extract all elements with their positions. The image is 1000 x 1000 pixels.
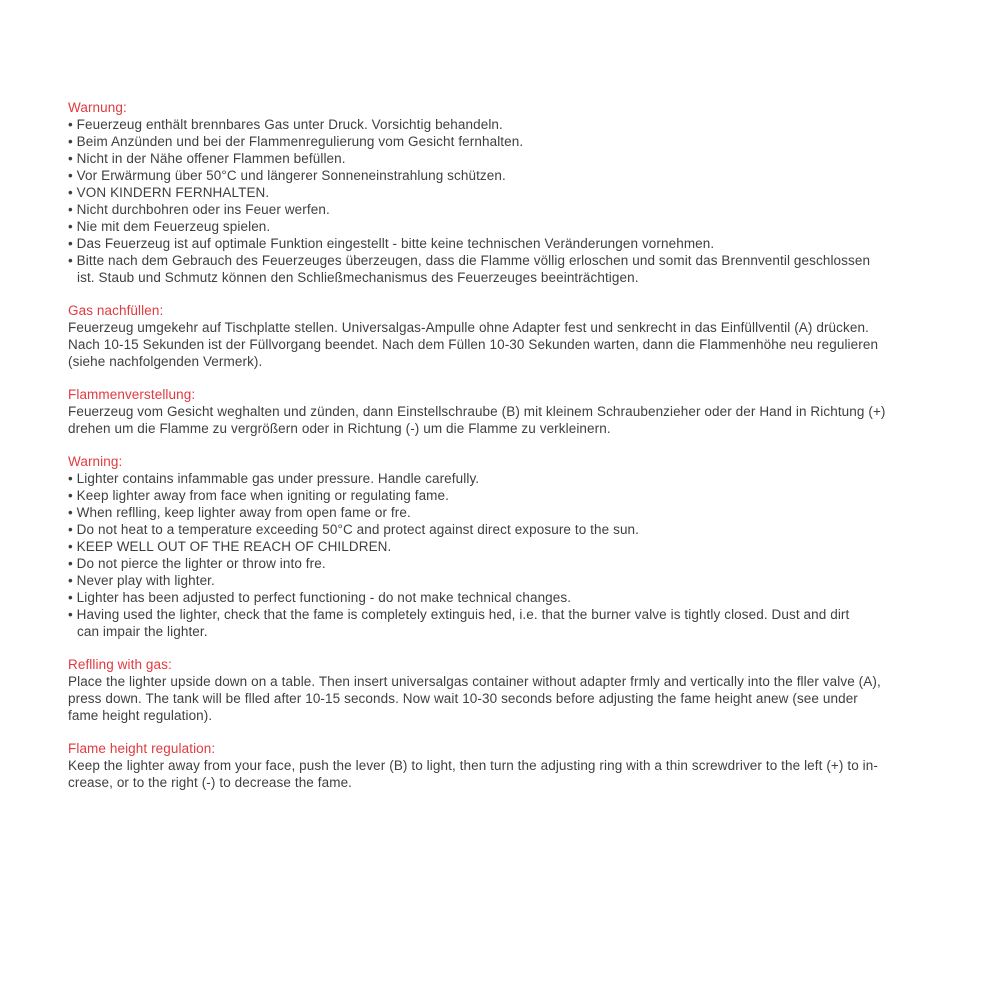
text-line: • VON KINDERN FERNHALTEN. bbox=[68, 185, 270, 200]
text-line: • Keep lighter away from face when igniting or regulating fame. bbox=[68, 488, 449, 503]
text-line: Feuerzeug vom Gesicht weghalten und zünden, dann Einstellschraube (B) mit kleinem Schraubenzieher oder der Hand in Richtung (+) bbox=[68, 404, 886, 419]
text-line: • Do not heat to a temperature exceeding 50°C and protect against direct exposure to the sun. bbox=[68, 522, 640, 537]
text-line: • Lighter contains infammable gas under pressure. Handle carefully. bbox=[68, 471, 480, 486]
instruction-text-block bbox=[68, 99, 928, 807]
text-line: crease, or to the right (-) to decrease the fame. bbox=[68, 775, 353, 790]
text-line: • When reflling, keep lighter away from open fame or fre. bbox=[68, 505, 411, 520]
text-line: • Never play with lighter. bbox=[68, 573, 215, 588]
text-line: can impair the lighter. bbox=[77, 624, 208, 639]
text-line: Place the lighter upside down on a table. Then insert universalgas container without adapter frmly and vertically into the fller valve (A), bbox=[68, 674, 881, 689]
section-heading: Flame height regulation: bbox=[68, 741, 216, 756]
section-heading: Warnung: bbox=[68, 100, 127, 115]
section-gas-nachfuellen bbox=[68, 302, 928, 370]
text-line: • Do not pierce the lighter or throw into fre. bbox=[68, 556, 326, 571]
text-line: Feuerzeug umgekehr auf Tischplatte stellen. Universalgas-Ampulle ohne Adapter fest und senkrecht in das Einfüllventil (A) drücken. bbox=[68, 320, 869, 335]
text-line: press down. The tank will be flled after 10-15 seconds. Now wait 10-30 seconds before adjusting the fame height anew (see under bbox=[68, 691, 858, 706]
section-flammenverstellung bbox=[68, 386, 928, 437]
section-heading: Reflling with gas: bbox=[68, 657, 172, 672]
text-line: Nach 10-15 Sekunden ist der Füllvorgang beendet. Nach dem Füllen 10-30 Sekunden warten, dann die Flammenhöhe neu regulieren bbox=[68, 337, 879, 352]
section-heading: Flammenverstellung: bbox=[68, 387, 196, 402]
section-refilling-with-gas bbox=[68, 656, 928, 724]
section-heading: Gas nachfüllen: bbox=[68, 303, 164, 318]
text-line: • Bitte nach dem Gebrauch des Feuerzeuges überzeugen, dass die Flamme völlig erloschen und somit das Brennventil geschlossen bbox=[68, 253, 871, 268]
text-line: drehen um die Flamme zu vergrößern oder in Richtung (-) um die Flamme zu verkleinern. bbox=[68, 421, 611, 436]
text-line: • Nie mit dem Feuerzeug spielen. bbox=[68, 219, 271, 234]
text-line: • Lighter has been adjusted to perfect functioning - do not make technical changes. bbox=[68, 590, 572, 605]
text-line: • Beim Anzünden und bei der Flammenregulierung vom Gesicht fernhalten. bbox=[68, 134, 524, 149]
text-line: ist. Staub und Schmutz können den Schließmechanismus des Feuerzeuges beeinträchtigen. bbox=[77, 270, 639, 285]
text-line: • Feuerzeug enthält brennbares Gas unter Druck. Vorsichtig behandeln. bbox=[68, 117, 503, 132]
section-warnung-de bbox=[68, 99, 928, 286]
section-warning-en bbox=[68, 453, 928, 640]
text-line: fame height regulation). bbox=[68, 708, 213, 723]
section-flame-height-regulation bbox=[68, 740, 928, 791]
text-line: • Vor Erwärmung über 50°C und längerer Sonneneinstrahlung schützen. bbox=[68, 168, 506, 183]
text-line: (siehe nachfolgenden Vermerk). bbox=[68, 354, 263, 369]
text-line: • Having used the lighter, check that the fame is completely extinguis hed, i.e. that the burner valve is tightly closed. Dust and dirt bbox=[68, 607, 850, 622]
section-heading: Warning: bbox=[68, 454, 123, 469]
text-line: • Nicht durchbohren oder ins Feuer werfen. bbox=[68, 202, 330, 217]
text-line: • Das Feuerzeug ist auf optimale Funktion eingestellt - bitte keine technischen Veränderungen vornehmen. bbox=[68, 236, 715, 251]
text-line: Keep the lighter away from your face, push the lever (B) to light, then turn the adjusting ring with a thin screwdriver to the left (+) to in- bbox=[68, 758, 878, 773]
text-line: • KEEP WELL OUT OF THE REACH OF CHILDREN. bbox=[68, 539, 392, 554]
text-line: • Nicht in der Nähe offener Flammen befüllen. bbox=[68, 151, 346, 166]
